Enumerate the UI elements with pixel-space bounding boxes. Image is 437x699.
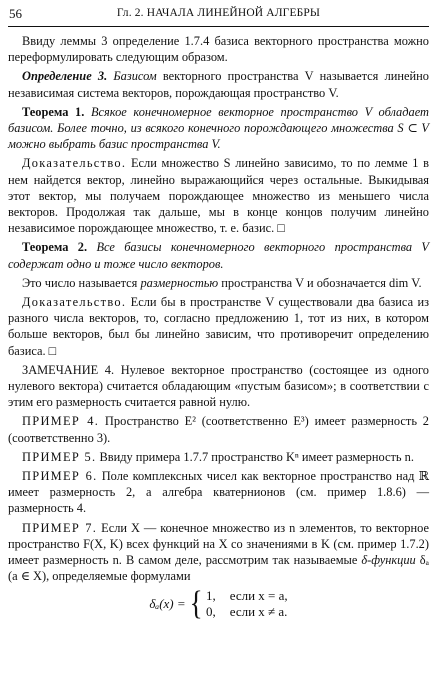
delta-function-term: δ-функции <box>361 553 416 568</box>
definition-term: Базисом <box>113 69 157 84</box>
proof-label: Доказательство. <box>22 156 127 171</box>
formula-lhs: δₐ(x) = <box>149 595 186 611</box>
example-text-a: Если X — конечное множество из n элементов, то векторное пространство F(X, K) всех функций на X со значениями в K (см. пример 1.7.2) имеет размерность n. В самом деле, рассмотрим так называемые <box>8 520 429 568</box>
remark-text: Нулевое векторное пространство (состоящее из одного нулевого вектора) считается обладающим «пустым базисом»; в соответствии с этим его размерность считается равной нулю. <box>8 362 429 410</box>
dimension-definition <box>8 275 429 291</box>
example-label: ПРИМЕР 6. <box>22 469 98 484</box>
remark-4 <box>8 362 429 411</box>
example-text: Поле комплексных чисел как векторное пространство над ℝ имеет размерность 2, а алгебра кватернионов (см. пример 1.8.6) — размерность 4. <box>8 469 430 516</box>
theorem-label: Теорема 2. <box>22 240 88 255</box>
proof-label: Доказательство. <box>22 295 127 310</box>
theorem-text: Все базисы конечномерного векторного пространства V содержат одно и тоже число векторов. <box>8 240 429 271</box>
example-4 <box>8 413 429 445</box>
example-label: ПРИМЕР 7. <box>22 520 98 535</box>
dimension-term: размерностью <box>140 275 219 290</box>
delta-formula <box>8 584 429 622</box>
page-number: 56 <box>9 6 22 21</box>
proof-1 <box>8 155 429 236</box>
proof-2 <box>8 294 429 359</box>
case-value: 1, <box>205 587 216 603</box>
case-condition: если x = a, <box>229 587 288 603</box>
example-label: ПРИМЕР 5. <box>22 449 97 464</box>
definition-3 <box>8 68 429 100</box>
theorem-1 <box>8 104 429 153</box>
example-text-c: δₐ (a ∈ X), определяемые формулами <box>8 553 430 584</box>
dimension-text-c: пространства V и обозначается dim V. <box>218 275 422 290</box>
definition-text: векторного пространства V называется линейно независимая система векторов, порождающая пространство V. <box>8 69 429 100</box>
left-brace: { <box>189 584 203 622</box>
formula-case-1 <box>206 588 288 604</box>
case-value: 0, <box>205 603 216 619</box>
example-text: Ввиду примера 1.7.7 пространство Kⁿ имеет размерность n. <box>99 449 414 464</box>
dimension-text-a: Это число называется <box>22 275 141 290</box>
formula-case-2 <box>206 604 288 620</box>
chapter-title: Гл. 2. НАЧАЛА ЛИНЕЙНОЙ АЛГЕБРЫ <box>116 7 321 19</box>
formula-cases <box>206 588 288 620</box>
proof-text: Если множество S линейно зависимо, то по лемме 1 в нем найдется вектор, линейно выражающийся через остальные. Выкидывая этот вектор, мы получаем порождающее множество из меньшего числа векторов. Продолжая так дальше, мы в конце концов получим линейно независимое порождающее множество, т. е. базис. □ <box>8 156 429 236</box>
theorem-2 <box>8 239 429 271</box>
remark-label: ЗАМЕЧАНИЕ 4. <box>22 362 115 377</box>
example-text: Пространство E² (соответственно E³) имеет размерность 2 (соответственно 3). <box>8 414 429 445</box>
theorem-label: Теорема 1. <box>22 104 85 119</box>
example-5 <box>8 449 429 465</box>
definition-label: Определение 3. <box>22 69 108 84</box>
theorem-text: Всякое конечномерное векторное пространство V обладает базисом. Более точно, из всякого конечного порождающего множества S ⊂ V можно выбрать базис пространства V. <box>8 104 429 152</box>
example-7 <box>8 520 429 585</box>
proof-text: Если бы в пространстве V существовали два базиса из разного числа векторов, то, согласно предложению 1, тот из них, в котором больше векторов, был бы линейно зависим, что противоречит определению базиса. □ <box>8 295 429 358</box>
running-header <box>8 6 429 27</box>
example-6 <box>8 468 429 517</box>
intro-paragraph: Ввиду леммы 3 определение 1.7.4 базиса векторного пространства можно переформулировать следующим образом. <box>8 34 429 65</box>
case-condition: если x ≠ a. <box>229 603 288 619</box>
example-label: ПРИМЕР 4. <box>22 414 100 429</box>
